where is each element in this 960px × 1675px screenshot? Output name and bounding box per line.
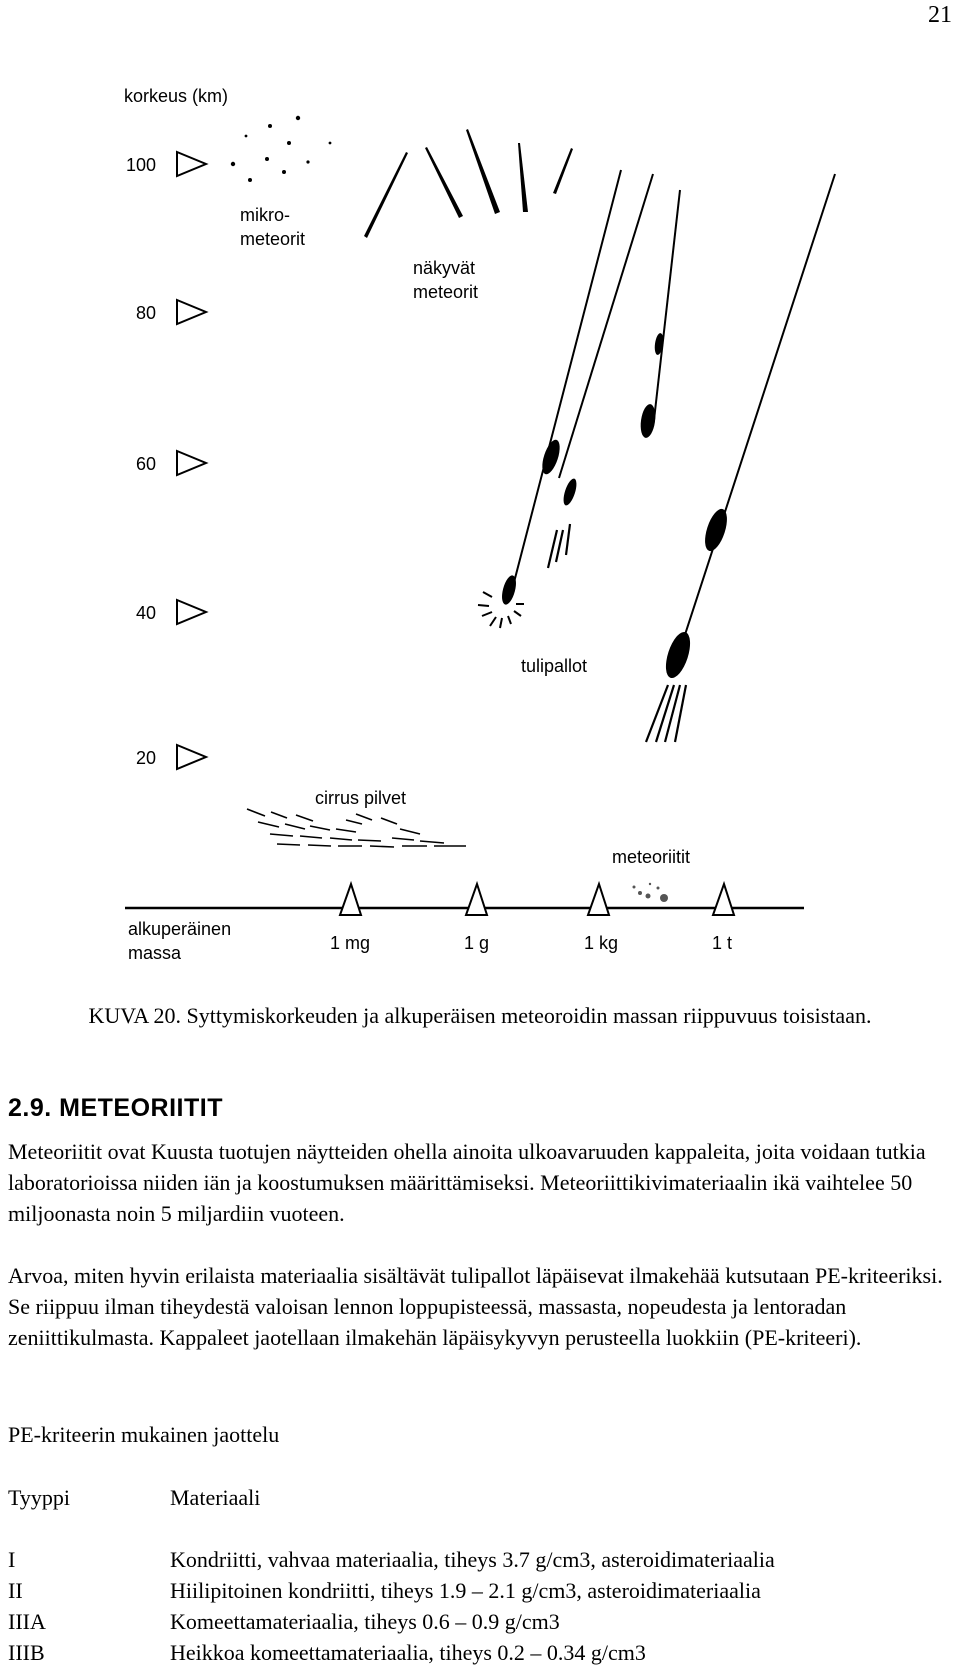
altitude-40-label: 40 (136, 603, 157, 623)
altitude-marker-100 (177, 152, 206, 176)
section-title: 2.9. METEORIITIT (8, 1094, 223, 1122)
table-row-material: Komeettamateriaalia, tiheys 0.6 – 0.9 g/cm3 (170, 1609, 560, 1634)
cirrus-label: cirrus pilvet (315, 788, 407, 808)
altitude-60-label: 60 (136, 454, 157, 474)
table-row-type: I (8, 1547, 16, 1572)
mass-tick-mg-label: 1 mg (330, 933, 371, 953)
micrometeor-dots (231, 116, 332, 182)
meteor-trails (512, 170, 835, 650)
altitude-80-label: 80 (136, 303, 157, 323)
paragraph-2-text: Arvoa, miten hyvin erilaista materiaalia sisältävät tulipallot läpäisevat ilmakehää kutsutaan PE-kriteeriksi. Se riippuu ilman tiheydestä valoisan lennon loppupisteessä, massasta, nopeudesta ja lentoradan zeniittikulmasta. Kappaleet jaotellaan ilmakehän läpäisykyvyn perusteella luokkiin (PE-kriteeri). (8, 1263, 943, 1350)
visible-meteor-streaks (364, 129, 573, 238)
visible-meteors-label: näkyvät meteorit (413, 258, 479, 302)
micrometeors-label: mikro- meteorit (240, 205, 306, 249)
table-header-material: Materiaali (170, 1485, 261, 1510)
mass-tick-kg-label: 1 kg (584, 933, 619, 953)
altitude-marker-20 (177, 745, 206, 769)
mass-tick-g-marker (466, 884, 487, 915)
mass-tick-t-label: 1 t (712, 933, 733, 953)
table-row-material: Hiilipitoinen kondriitti, tiheys 1.9 – 2.1 g/cm3, asteroidimateriaalia (170, 1578, 761, 1603)
meteorite-fragments (633, 883, 669, 902)
initial-mass-label: alkuperäinen massa (128, 919, 232, 963)
fireballs-label: tulipallot (521, 656, 588, 676)
table-title: PE-kriteerin mukainen jaottelu (8, 1422, 280, 1447)
altitude-marker-60 (177, 451, 206, 475)
mass-tick-kg-marker (588, 884, 609, 915)
cirrus-cloud (247, 809, 466, 847)
mass-tick-mg-marker (340, 884, 361, 915)
mass-tick-t-marker (713, 884, 734, 915)
figure-caption: KUVA 20. Syttymiskorkeuden ja alkuperäisen meteoroidin massan riippuvuus toisistaan. (88, 1003, 872, 1028)
paragraph-2 (8, 1260, 953, 1353)
meteorites-label: meteoriitit (612, 847, 691, 867)
altitude-marker-40 (177, 600, 206, 624)
table-row-type: II (8, 1578, 23, 1603)
table-row-material: Heikkoa komeettamateriaalia, tiheys 0.2 – 0.34 g/cm3 (170, 1640, 646, 1665)
table-row-material: Kondriitti, vahvaa materiaalia, tiheys 3.7 g/cm3, asteroidimateriaalia (170, 1547, 775, 1572)
table-row-type: IIIB (8, 1640, 45, 1665)
altitude-20-label: 20 (136, 748, 157, 768)
table-row-type: IIIA (8, 1609, 46, 1634)
y-axis-label: korkeus (km) (124, 86, 229, 106)
page-number: 21 (928, 2, 952, 28)
table-header-type: Tyyppi (8, 1485, 71, 1510)
paragraph-1-text: Meteoriitit ovat Kuusta tuotujen näytteiden ohella ainoita ulkoavaruuden kappaleita, joita voidaan tutkia laboratorioissa niiden iän ja koostumuksen määrittämiseksi. Meteoriittikivimateriaalin ikä vaihtelee 50 miljoonasta noin 5 miljardiin vuoteen. (8, 1139, 926, 1226)
fireball-burst (478, 592, 524, 628)
altitude-100-label: 100 (126, 155, 157, 175)
altitude-marker-80 (177, 300, 206, 324)
paragraph-1 (8, 1136, 953, 1229)
mass-tick-g-label: 1 g (464, 933, 490, 953)
fragment-streaks (548, 524, 686, 742)
